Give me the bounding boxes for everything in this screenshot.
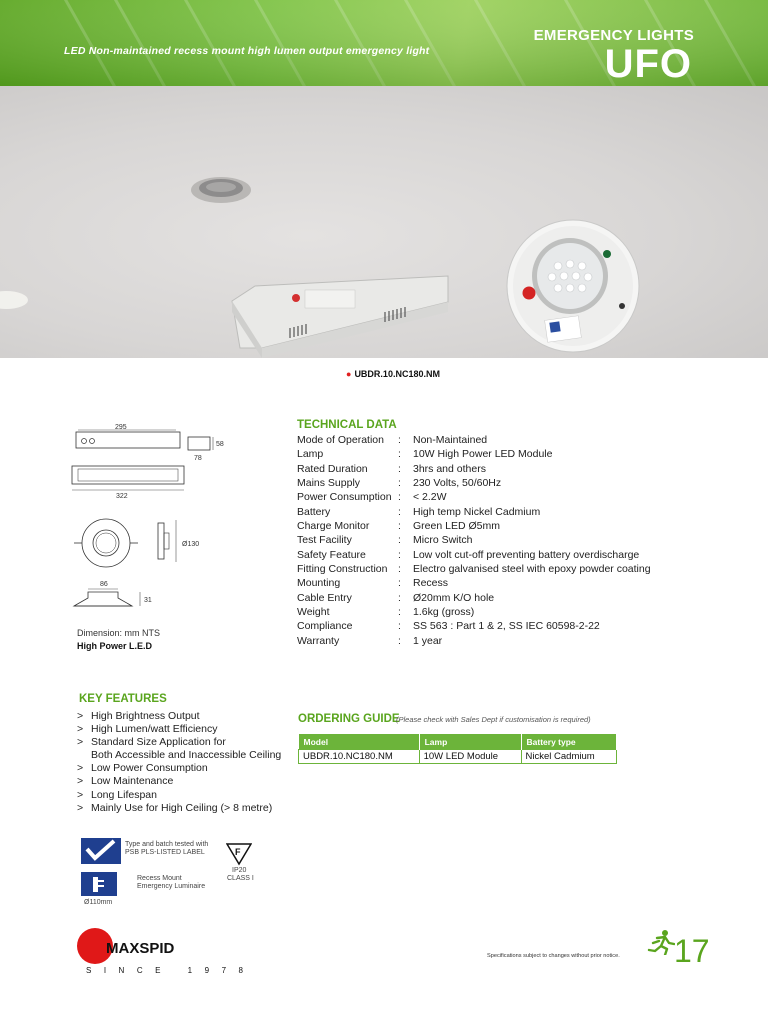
drawing-svg	[66, 420, 266, 620]
product-photo	[0, 86, 768, 358]
feature-text: Long Lifespan	[91, 788, 157, 801]
tech-value: Ø20mm K/O hole	[413, 591, 495, 604]
tech-key: Power Consumption	[297, 491, 392, 504]
page-number: 17	[674, 933, 710, 969]
tech-value: Recess	[413, 577, 449, 590]
dim-130: Ø130	[182, 541, 200, 548]
tech-colon: :	[398, 534, 401, 547]
banner-product: UFO	[604, 42, 692, 86]
since-label: SINCE 1978	[86, 966, 256, 975]
tech-key: Mounting	[297, 577, 341, 590]
led-type-label: High Power L.E.D	[77, 641, 153, 651]
bullet-marker: >	[77, 736, 84, 749]
spec-note: Specifications subject to changes without prior notice.	[487, 953, 620, 959]
psb-check-icon	[81, 838, 121, 864]
bullet-marker: >	[77, 723, 84, 736]
tech-value: Electro galvanised steel with epoxy powder coating	[413, 563, 651, 576]
bullet-marker: >	[77, 801, 84, 814]
tech-colon: :	[398, 448, 401, 461]
class-rating: CLASS I	[227, 875, 254, 882]
running-man-icon	[647, 929, 675, 960]
tech-colon: :	[398, 620, 401, 633]
f-triangle-icon	[226, 842, 252, 866]
bullet-marker: >	[77, 710, 84, 722]
cell-model: UBDR.10.NC180.NM	[299, 750, 420, 764]
list-item	[77, 736, 281, 749]
tech-value: 230 Volts, 50/60Hz	[413, 477, 502, 490]
list-item	[77, 710, 281, 723]
tech-colon: :	[398, 563, 401, 576]
list-item	[77, 723, 281, 736]
tech-colon: :	[398, 434, 401, 446]
tech-value: 1.6kg (gross)	[413, 606, 475, 619]
tech-key: Weight	[297, 606, 330, 619]
col-model: Model	[299, 734, 420, 750]
tech-colon: :	[398, 477, 401, 490]
tech-key: Battery	[297, 505, 331, 518]
feature-text: Standard Size Application for	[91, 736, 226, 749]
tech-colon: :	[398, 606, 401, 619]
table-row	[299, 750, 617, 764]
dim-86: 86	[100, 581, 108, 588]
bullet-marker: >	[77, 775, 84, 788]
bullet-marker: >	[77, 788, 84, 801]
key-features-list	[77, 710, 281, 815]
bullet-marker: >	[77, 762, 84, 775]
maxspid-logo-icon	[73, 927, 193, 965]
feature-text: Low Power Consumption	[91, 762, 208, 775]
list-item	[77, 789, 281, 802]
tech-value: Non-Maintained	[413, 434, 488, 446]
psb-mark	[81, 838, 121, 869]
tech-value: 10W High Power LED Module	[413, 448, 553, 461]
tech-key: Test Facility	[297, 534, 352, 547]
tech-colon: :	[398, 548, 401, 561]
tech-colon: :	[398, 505, 401, 518]
ordering-guide-title: ORDERING GUIDE	[298, 713, 400, 725]
recess-mark	[81, 872, 117, 901]
list-item	[77, 749, 281, 762]
technical-drawings	[66, 420, 266, 620]
tech-key: Charge Monitor	[297, 520, 370, 533]
running-man-svg	[647, 929, 675, 955]
tech-value: Micro Switch	[413, 534, 473, 547]
list-item	[77, 775, 281, 788]
feature-text: Low Maintenance	[91, 775, 174, 788]
logo-wordmark: MAXSPID	[106, 940, 175, 957]
ordering-header-row	[299, 734, 617, 750]
list-item	[77, 802, 281, 815]
tech-colon: :	[398, 462, 401, 475]
recess-text-line1: Recess Mount	[137, 875, 182, 882]
tech-value: Green LED Ø5mm	[413, 520, 500, 533]
tech-key: Mains Supply	[297, 477, 361, 490]
tech-key: Compliance	[297, 620, 353, 633]
feature-text: Mainly Use for High Ceiling (> 8 metre)	[91, 801, 273, 814]
tech-key: Rated Duration	[297, 462, 368, 475]
tech-colon: :	[398, 577, 401, 590]
recess-text-line2: Emergency Luminaire	[137, 883, 206, 890]
dim-78: 78	[194, 455, 202, 462]
tech-value: SS 563 : Part 1 & 2, SS IEC 60598-2-22	[413, 620, 600, 633]
tech-value: Low volt cut-off preventing battery overdischarge	[413, 548, 640, 561]
tech-key: Lamp	[297, 448, 324, 461]
key-features-title: KEY FEATURES	[79, 693, 167, 705]
tech-value: 3hrs and others	[413, 462, 486, 475]
banner-category: EMERGENCY LIGHTS	[533, 27, 694, 44]
banner-subtitle: LED Non-maintained recess mount high lumen output emergency light	[64, 45, 430, 57]
tech-key: Mode of Operation	[297, 434, 384, 446]
tech-value: < 2.2W	[413, 491, 447, 504]
photo-caption	[346, 369, 440, 379]
photo-illustration	[0, 86, 768, 358]
bullet-icon: ●	[346, 369, 352, 379]
recess-luminaire-icon	[81, 872, 117, 896]
technical-data-title: TECHNICAL DATA	[297, 419, 397, 431]
psb-text-line2: PSB PLS-LISTED LABEL	[125, 849, 205, 856]
diameter-label: Ø110mm	[84, 899, 113, 906]
cell-battery: Nickel Cadmium	[521, 750, 616, 764]
dimension-note: Dimension: mm NTS	[77, 628, 161, 638]
tech-key: Fitting Construction	[297, 563, 388, 576]
dim-295: 295	[115, 424, 127, 431]
col-battery: Battery type	[521, 734, 616, 750]
maxspid-logo	[73, 927, 193, 970]
tech-colon: :	[398, 591, 401, 604]
cell-lamp: 10W LED Module	[419, 750, 521, 764]
dim-322: 322	[116, 493, 128, 500]
tech-key: Safety Feature	[297, 548, 366, 561]
ordering-guide-note: (Please check with Sales Dept if customisation is required)	[396, 715, 591, 724]
col-lamp: Lamp	[419, 734, 521, 750]
feature-text: Both Accessible and Inaccessible Ceiling	[91, 749, 282, 762]
tech-key: Cable Entry	[297, 591, 352, 604]
header-banner	[0, 0, 768, 86]
list-item	[77, 762, 281, 775]
ordering-table	[298, 734, 617, 764]
tech-value: High temp Nickel Cadmium	[413, 505, 541, 518]
tech-colon: :	[398, 491, 401, 504]
tech-colon: :	[398, 520, 401, 533]
tech-colon: :	[398, 634, 401, 647]
dim-58: 58	[216, 441, 224, 448]
f-mark-letter: F	[235, 847, 241, 857]
recess-text	[137, 875, 205, 891]
dim-31: 31	[144, 597, 152, 604]
psb-text	[125, 841, 208, 857]
tech-value: 1 year	[413, 634, 443, 647]
psb-text-line1: Type and batch tested with	[125, 841, 209, 848]
feature-text: High Brightness Output	[91, 710, 200, 722]
caption-text: UBDR.10.NC180.NM	[354, 369, 440, 379]
tech-key: Warranty	[297, 634, 340, 647]
ip-rating: IP20	[232, 867, 247, 874]
feature-text: High Lumen/watt Efficiency	[91, 723, 218, 736]
